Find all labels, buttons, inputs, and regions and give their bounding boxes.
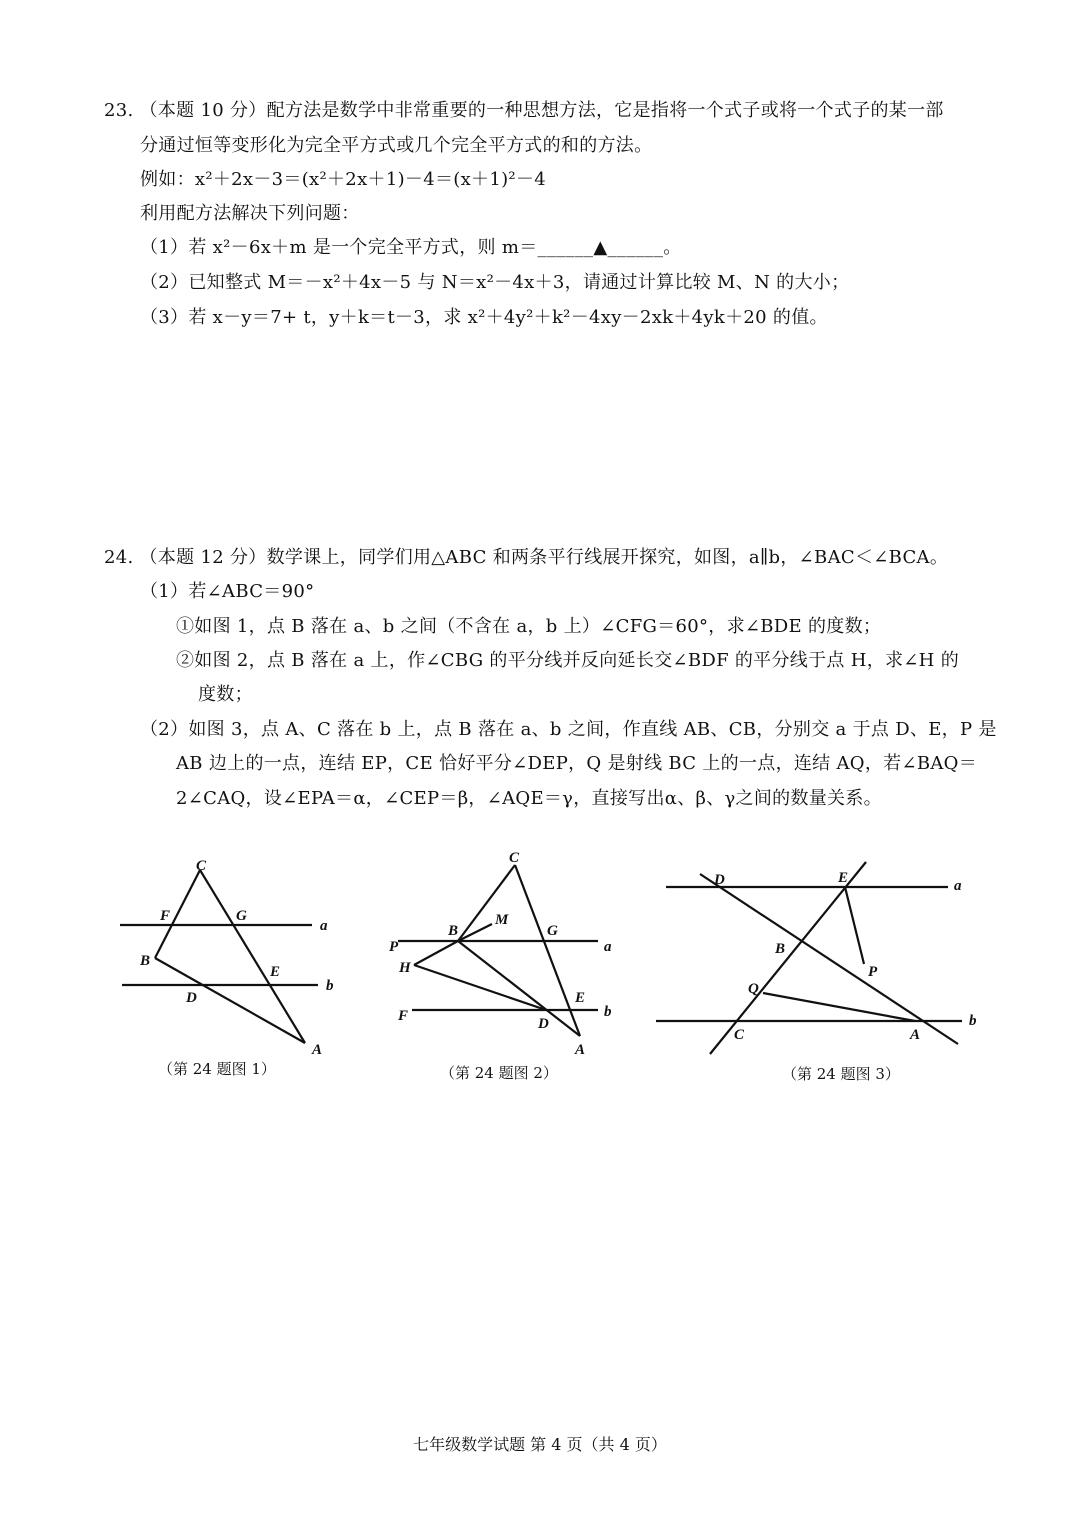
q23-line2: 分通过恒等变形化为完全平方式或几个完全平方式的和的方法。 [140, 135, 653, 156]
fig2-label-F: F [398, 1008, 409, 1024]
fig2-label-B: B [448, 923, 459, 939]
fig1-label-A: A [312, 1042, 323, 1058]
fig3-label-a: a [954, 878, 962, 894]
fig3-label-b: b [969, 1013, 977, 1029]
fig3-label-D: D [714, 872, 725, 888]
fig2-label-E: E [575, 990, 586, 1006]
figure-2 [389, 850, 612, 1058]
figure-1 [120, 858, 334, 1058]
fig1-label-C: C [196, 858, 207, 874]
fig1-caption: （第 24 题图 1） [158, 1060, 276, 1078]
fig2-label-A: A [575, 1042, 586, 1058]
q24-part1-i: ①如图 1，点 B 落在 a、b 之间（不含在 a，b 上）∠CFG＝60°，求∠BDE 的度数； [176, 616, 882, 637]
fig3-segment-AQ [763, 993, 915, 1021]
fig3-line-CB [710, 862, 866, 1054]
fig1-label-E: E [270, 964, 281, 980]
fig3-label-P: P [868, 964, 878, 980]
fig2-line-HD [414, 965, 546, 1010]
fig2-label-D: D [538, 1016, 549, 1032]
q23-part3: （3）若 x－y＝7+ t，y＋k＝t－3，求 x²＋4y²＋k²－4xy－2xk＋4yk＋20 的值。 [140, 307, 828, 328]
fig2-side-CB [458, 865, 515, 941]
fig2-line-BH [414, 941, 458, 965]
figure-3 [656, 862, 977, 1054]
fig2-label-G: G [547, 923, 558, 939]
fig1-label-G: G [236, 908, 247, 924]
q24-part2-a: （2）如图 3，点 A、C 落在 b 上，点 B 落在 a、b 之间，作直线 AB、CB，分别交 a 于点 D、E，P 是 [140, 719, 997, 740]
q24-part2-b: AB 边上的一点，连结 EP，CE 恰好平分∠DEP，Q 是射线 BC 上的一点，连结 AQ，若∠BAQ＝ [176, 753, 978, 774]
fig3-label-C: C [734, 1027, 745, 1043]
fig1-label-B: B [140, 953, 151, 969]
fig1-label-F: F [160, 908, 171, 924]
fig2-label-b: b [604, 1004, 612, 1020]
fig3-label-A: A [910, 1027, 921, 1043]
page-footer: 七年级数学试题 第 4 页（共 4 页） [413, 1435, 667, 1454]
q24-part1-head: （1）若∠ABC＝90° [140, 581, 315, 602]
fig1-side-CA [200, 870, 305, 1043]
fig2-label-a: a [604, 939, 612, 955]
fig3-label-Q: Q [748, 981, 759, 997]
q23-part2: （2）已知整式 M＝－x²＋4x－5 与 N＝x²－4x＋3，请通过计算比较 M、N 的大小； [140, 272, 850, 293]
fig2-label-P: P [389, 939, 399, 955]
fig2-label-C: C [509, 850, 520, 866]
fig1-side-BA [155, 958, 305, 1043]
fig3-segment-EP [845, 887, 864, 964]
fig1-label-b: b [326, 978, 334, 994]
q24-title: 24. （本题 12 分）数学课上，同学们用△ABC 和两条平行线展开探究，如图，a∥b，∠BAC＜∠BCA。 [104, 547, 949, 568]
figures [0, 840, 1080, 1060]
fig2-label-M: M [495, 912, 509, 928]
q23-example: 例如：x²＋2x－3＝(x²＋2x＋1)－4＝(x＋1)²－4 [140, 169, 546, 190]
q23-part1: （1）若 x²－6x＋m 是一个完全平方式，则 m＝______▲______。 [140, 237, 682, 258]
q24-part1-ii-b: 度数； [198, 684, 253, 705]
q23-instruction: 利用配方法解决下列问题： [140, 203, 360, 224]
fig1-label-D: D [186, 990, 197, 1006]
q24-part2-c: 2∠CAQ，设∠EPA＝α，∠CEP＝β，∠AQE＝γ，直接写出α、β、γ之间的数量关系。 [176, 788, 882, 809]
fig3-caption: （第 24 题图 3） [782, 1065, 900, 1083]
q24-part1-ii-a: ②如图 2，点 B 落在 a 上，作∠CBG 的平分线并反向延长交∠BDF 的平分线于点 H，求∠H 的 [176, 650, 960, 671]
q23-title: 23. （本题 10 分）配方法是数学中非常重要的一种思想方法，它是指将一个式子或将一个式子的某一部 [104, 100, 944, 121]
fig3-label-E: E [838, 870, 849, 886]
fig2-caption: （第 24 题图 2） [440, 1064, 558, 1082]
fig1-label-a: a [320, 918, 328, 934]
fig3-label-B: B [775, 941, 786, 957]
fig2-label-H: H [399, 960, 411, 976]
